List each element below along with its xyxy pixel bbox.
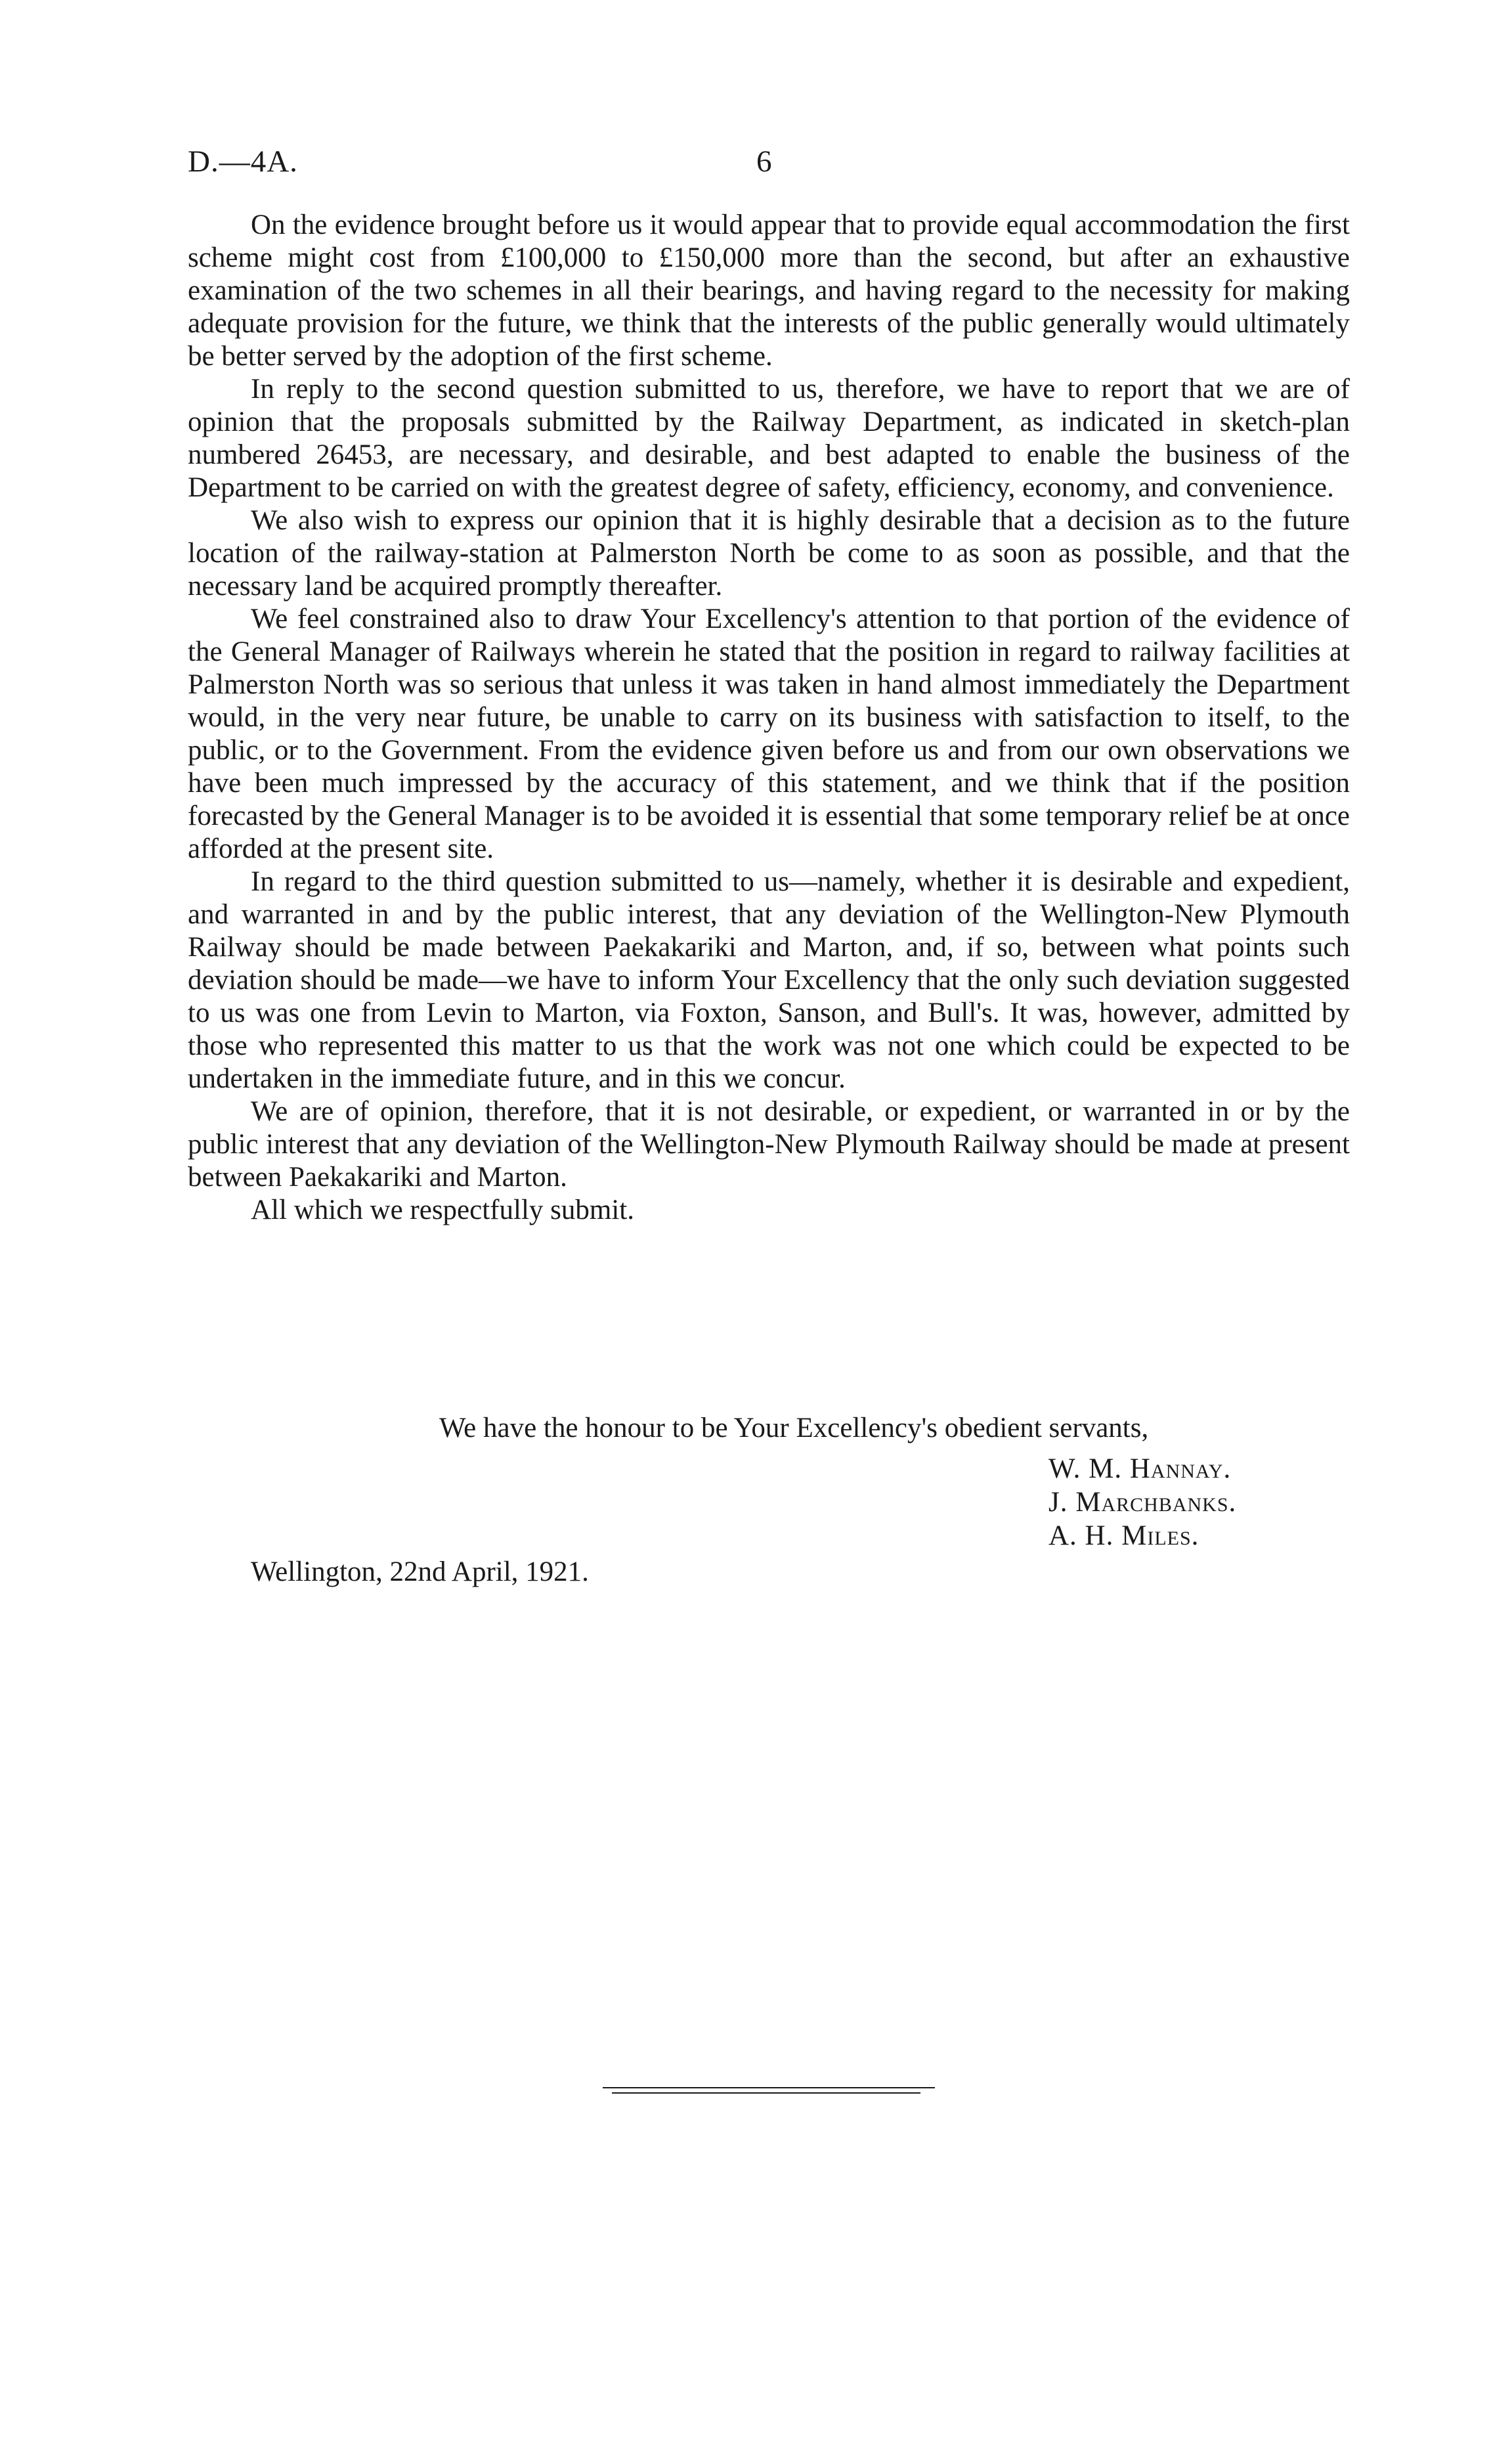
signatory-marchbanks: J. Marchbanks. [1048,1487,1237,1518]
report-body [188,209,1350,1227]
signatory-block [1048,1452,1236,1552]
paragraph-station-location: We also wish to express our opinion that it is highly desirable that a decision as to the future location of the railway-station at Palmerston North be come to as soon as possible, and that the necessary land be acquired promptly thereafter. [188,505,1350,602]
page-number: 6 [756,144,772,179]
closing-salutation: We have the honour to be Your Excellency's obedient servants, [439,1413,1149,1443]
place-and-date: Wellington, 22nd April, 1921. [251,1556,589,1587]
divider-line-bottom [612,2092,920,2094]
signatory-hannay: W. M. Hannay. [1048,1453,1232,1484]
paragraph-conclusion: We are of opinion, therefore, that it is not desirable, or expedient, or warranted in or by the public interest that any deviation of the Wellington-New Plymouth Railway should be made at present between Paekakariki and Marton. [188,1096,1350,1193]
end-divider [603,2087,935,2095]
paragraph-cost-comparison: On the evidence brought before us it would appear that to provide equal accommodation the first scheme might cost from £100,000 to £150,000 more than the second, but after an exhaustive examination of the two schemes in all their bearings, and having regard to the necessity for making adequate provision for the future, we think that the interests of the public generally would ultimately be better served by the adoption of the first scheme. [188,209,1350,372]
paragraph-third-question: In regard to the third question submitted to us—namely, whether it is desirable and expedient, and warranted in and by the public interest, that any deviation of the Wellington-New Plymouth Railway should be made between Paekakariki and Marton, and, if so, between what points such deviation should be made—we have to inform Your Excellency that the only such deviation suggested to us was one from Levin to Marton, via Foxton, Sanson, and Bull's. It was, however, admitted by those who represented this matter to us that the work was not one which could be expected to be undertaken in the immediate future, and in this we concur. [188,866,1350,1094]
paragraph-general-manager-evidence: We feel constrained also to draw Your Excellency's attention to that portion of the evidence of the General Manager of Railways wherein he stated that the position in regard to railway facilities at Palmerston North was so serious that unless it was taken in hand almost immediately the Department would, in the very near future, be unable to carry on its business with satisfaction to itself, to the public, or to the Government. From the evidence given before us and from our own observations we have been much impressed by the accuracy of this statement, and we think that if the position forecasted by the General Manager is to be avoided it is essential that some temporary relief be at once afforded at the present site. [188,604,1350,864]
divider-line-top [603,2087,935,2088]
document-reference: D.—4A. [188,144,298,179]
paragraph-second-question: In reply to the second question submitted to us, therefore, we have to report that we are of opinion that the proposals submitted by the Railway Department, as indicated in sketch-plan numbered 26453, are necessary, and desirable, and best adapted to enable the business of the Department to be carried on with the greatest degree of safety, efficiency, economy, and convenience. [188,374,1350,503]
paragraph-submission: All which we respectfully submit. [251,1195,634,1225]
signatory-miles: A. H. Miles. [1048,1520,1199,1551]
